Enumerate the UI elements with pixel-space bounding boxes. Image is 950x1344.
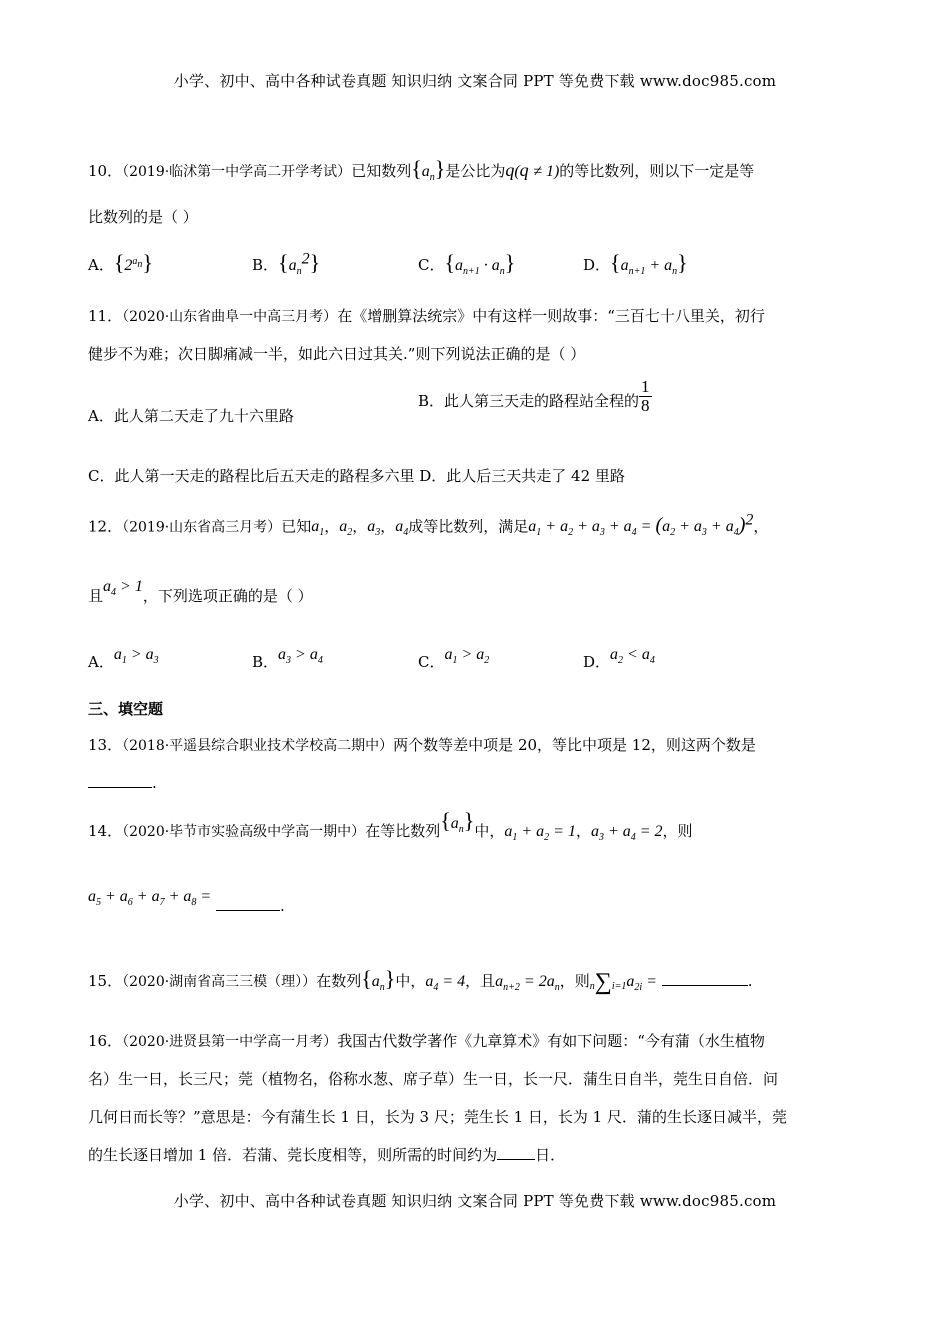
q11-option-b bbox=[418, 378, 652, 415]
q14-text3: ，则 bbox=[662, 822, 693, 840]
q10-source: （2019·临沭第一中学高二开学考试） bbox=[122, 164, 352, 180]
q12-number: 12． bbox=[88, 517, 123, 536]
q12-text2: 成等比数列，满足 bbox=[408, 517, 529, 536]
q15-source: （2020·湖南省高三三模（理）） bbox=[122, 974, 317, 990]
q10-option-b-label: B． bbox=[252, 256, 279, 274]
q12-text1: 已知 bbox=[281, 517, 312, 536]
q11-number: 11． bbox=[88, 307, 123, 325]
q12-option-c-label: C． bbox=[418, 653, 445, 671]
q15-text1: 在数列 bbox=[316, 972, 362, 990]
q11-option-b-text: B．此人第三天走的路程站全程的 bbox=[418, 392, 640, 410]
q10-option-d-label: D． bbox=[583, 256, 611, 274]
q12-option-c: C．$a_1 > a_2$ bbox=[418, 646, 490, 671]
fraction-one-eighth bbox=[639, 378, 652, 415]
q10-line2: 比数列的是（ ） bbox=[88, 208, 198, 226]
q12-equation: $a_1 + a_2 + a_3 + a_4 = (a_2 + a_3 + a_4)^2$ bbox=[528, 512, 754, 539]
q12-option-b-label: B． bbox=[252, 653, 279, 671]
q10-text2: 是公比为 bbox=[445, 162, 506, 180]
q10-option-d: D．$\{a_{n+1} + a_n\}$ bbox=[583, 250, 688, 278]
q16-text4: 的生长逐日增加 1 倍．若蒲、莞长度相等，则所需的时间约为 bbox=[88, 1146, 498, 1164]
q16-text1: 我国古代数学著作《九章算术》有如下问题：“今有蒲（水生植物 bbox=[337, 1032, 765, 1050]
q11-line2: 健步不为难；次日脚痛减一半，如此六日过其关.”则下列说法正确的是（ ） bbox=[88, 345, 586, 363]
q16-line2: 名）生一日，长三尺；莞（植物名，俗称水葱、席子草）生一日，长一尺．蒲生日自半，莞生日自倍．问 bbox=[88, 1070, 779, 1088]
q10-option-b: B．$\{a_n^2\}$ bbox=[252, 250, 321, 278]
q12-source: （2019·山东省高三月考） bbox=[122, 519, 282, 536]
q13-answer-blank[interactable] bbox=[88, 773, 152, 788]
q13-line1 bbox=[88, 734, 858, 757]
summation: n∑i=1 bbox=[589, 969, 627, 995]
q12-line2: 且$a_4 > 1$，下列选项正确的是（ ） bbox=[88, 578, 313, 605]
q14-text2: 中， bbox=[474, 822, 505, 840]
q14-answer-blank[interactable] bbox=[216, 896, 280, 911]
q16-text5: 日． bbox=[535, 1146, 566, 1164]
q10-option-c-label: C． bbox=[418, 256, 445, 274]
q11-line1 bbox=[88, 305, 858, 328]
q11-text1: 在《增删算法统宗》中有这样一则故事：“三百七十八里关，初行 bbox=[337, 307, 765, 325]
q16-source: （2020·进贤县第一中学高一月考） bbox=[122, 1034, 338, 1050]
q12-text3: 且 bbox=[88, 587, 104, 605]
q10-number: 10． bbox=[88, 162, 123, 180]
q14-source: （2020·毕节市实验高级中学高一期中） bbox=[122, 824, 366, 840]
q13-number: 13． bbox=[88, 736, 123, 754]
q16-line1 bbox=[88, 1030, 858, 1053]
q16-line3: 几何日而长等？”意思是：今有蒲生长 1 日，长为 3 尺；莞生长 1 日，长为 1 尺．蒲的生长逐日减半，莞 bbox=[88, 1108, 787, 1126]
page-header: 小学、初中、高中各种试卷真题 知识归纳 文案合同 PPT 等免费下载 www.doc985.com bbox=[173, 72, 777, 90]
q15-answer-blank[interactable] bbox=[662, 971, 748, 986]
q10-ratio: q(q ≠ 1) bbox=[505, 160, 560, 180]
q12-option-a: A．$a_1 > a_3$ bbox=[88, 646, 159, 671]
q12-option-b: B．$a_3 > a_4$ bbox=[252, 646, 323, 671]
q12-option-d: D．$a_2 < a_4$ bbox=[583, 646, 655, 671]
q10-option-c: C．$\{a_{n+1} \cdot a_n\}$ bbox=[418, 250, 516, 278]
q16-answer-blank[interactable] bbox=[497, 1145, 535, 1160]
q16-number: 16． bbox=[88, 1032, 123, 1050]
q11-options-cd: C．此人第一天走的路程比后五天走的路程多六里 D．此人后三天共走了 42 里路 bbox=[88, 467, 625, 485]
q10-text3: 的等比数列，则以下一定是等 bbox=[559, 162, 755, 180]
q10-line1 bbox=[88, 158, 858, 189]
q11-source: （2020·山东省曲阜一中高三月考） bbox=[122, 309, 338, 325]
q14-line2: $a_5 + a_6 + a_7 + a_8$ = . bbox=[88, 888, 285, 915]
q15-line1: 15．（2020·湖南省高三三模（理））在数列$\{a_n\}$中，$a_4 = 4$，且$a_{n+2} = 2a_n$，则$n\sum i=1a_{2i}$ = . bbox=[88, 966, 753, 995]
q10-text1: 已知数列 bbox=[351, 162, 412, 180]
q15-text3: ，且 bbox=[465, 972, 496, 990]
q12-option-d-label: D． bbox=[583, 653, 611, 671]
fraction-denominator: 8 bbox=[641, 396, 650, 415]
q15-number: 15． bbox=[88, 972, 123, 990]
q15-text2: 中， bbox=[395, 972, 426, 990]
q12-option-a-label: A． bbox=[88, 653, 114, 671]
q15-text4: ，则 bbox=[559, 972, 590, 990]
section-title-fill-in: 三、填空题 bbox=[88, 700, 164, 718]
q12-line1: 12．（2019·山东省高三月考）已知$a_1$，$a_2$，$a_3$，$a_4$成等比数列，满足$a_1 + a_2 + a_3 + a_4 = (a_2 + a_3 + a_4)^2$， bbox=[88, 512, 769, 539]
q16-line4 bbox=[88, 1144, 858, 1166]
q10-option-a-label: A． bbox=[88, 256, 114, 274]
q13-text: 两个数等差中项是 20，等比中项是 12，则这两个数是 bbox=[393, 736, 756, 754]
page-footer: 小学、初中、高中各种试卷真题 知识归纳 文案合同 PPT 等免费下载 www.doc985.com bbox=[173, 1192, 777, 1210]
fraction-numerator: 1 bbox=[641, 377, 650, 396]
q10-option-a: A．$\{2^{a_n}\}$ bbox=[88, 250, 153, 275]
q10-seq: $\{a_n\}$ bbox=[411, 156, 446, 184]
q14-line1: 14．（2020·毕节市实验高级中学高一期中）在等比数列$\{a_n\}$中，$a_1 + a_2 = 1$，$a_3 + a_4 = 2$，则 bbox=[88, 808, 693, 844]
q13-source: （2018·平遥县综合职业技术学校高二期中） bbox=[122, 738, 394, 754]
q14-number: 14． bbox=[88, 822, 123, 840]
q13-answer-line: . bbox=[88, 772, 858, 794]
q14-text1: 在等比数列 bbox=[365, 822, 441, 840]
q12-text4: ，下列选项正确的是（ ） bbox=[142, 587, 313, 605]
q11-option-a: A．此人第二天走了九十六里路 bbox=[88, 407, 294, 425]
